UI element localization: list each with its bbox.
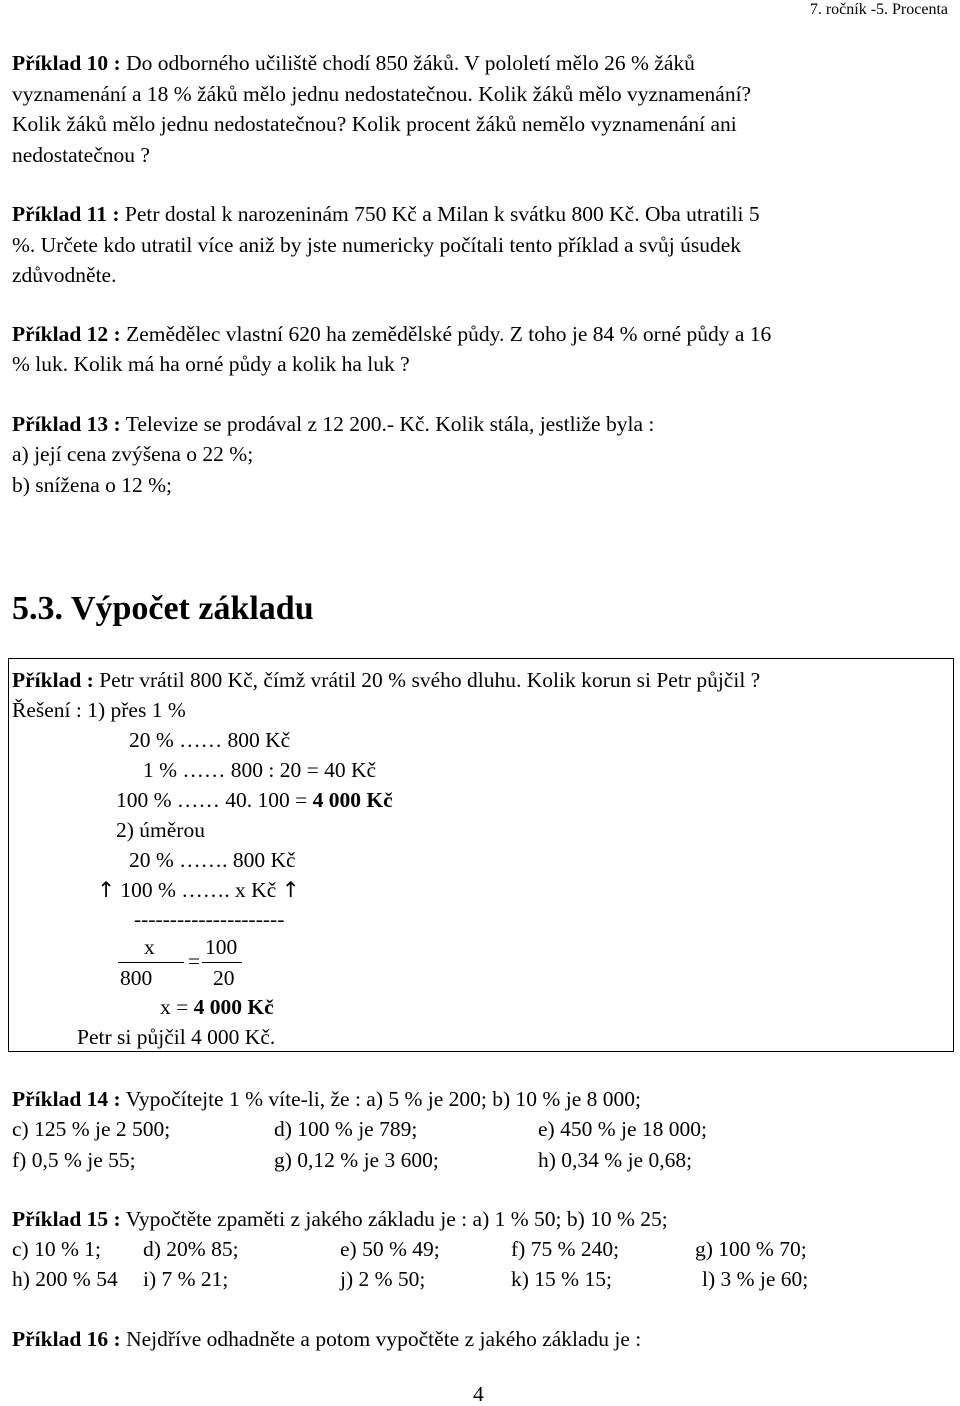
solution-row-3-text: 100 % …… 40. 100 = <box>116 788 313 812</box>
exercise-11-line-2: %. Určete kdo utratil více aniž by jste numericky počítali tento příklad a svůj úsudek <box>12 233 741 257</box>
exercise-10-text: Do odborného učiliště chodí 850 žáků. V pololetí mělo 26 % žáků <box>120 51 695 75</box>
solution-method-2: 2) úměrou <box>116 818 205 842</box>
exercise-10-line-1 <box>12 53 695 75</box>
exercise-10-line-3: Kolik žáků mělo jednu nedostatečnou? Kolik procent žáků nemělo vyznamenání ani <box>12 112 737 136</box>
exercise-15-item-h: h) 200 % 54 <box>12 1267 118 1291</box>
arrow-up-icon: ↑ <box>281 878 300 903</box>
exercise-15-line-1 <box>12 1209 668 1231</box>
exercise-12-text: Zemědělec vlastní 620 ha zemědělské půdy. Z toho je 84 % orné půdy a 16 <box>120 322 772 346</box>
fraction-right-numerator: 100 <box>205 935 238 959</box>
exercise-10-line-2: vyznamenání a 18 % žáků mělo jednu nedostatečnou. Kolik žáků mělo vyznamenání? <box>12 82 752 106</box>
page-number: 4 <box>473 1382 484 1406</box>
exercise-15-item-i: i) 7 % 21; <box>143 1267 229 1291</box>
exercise-11-label: Příklad 11 : <box>12 202 120 226</box>
result-value: 4 000 Kč <box>193 995 274 1019</box>
conclusion-line: Petr si půjčil 4 000 Kč. <box>77 1025 276 1049</box>
example-statement <box>12 670 760 692</box>
exercise-15-item-c: c) 10 % 1; <box>12 1237 101 1261</box>
exercise-13-part-a: a) její cena zvýšena o 22 %; <box>12 442 254 466</box>
fraction-left-numerator: x <box>144 935 155 959</box>
section-heading: 5.3. Výpočet základu <box>12 590 314 627</box>
exercise-15-item-k: k) 15 % 15; <box>511 1267 612 1291</box>
exercise-14-item-g: g) 0,12 % je 3 600; <box>274 1148 439 1172</box>
example-label: Příklad : <box>12 668 94 692</box>
exercise-14-item-h: h) 0,34 % je 0,68; <box>538 1148 693 1172</box>
dash-separator: --------------------- <box>134 907 285 931</box>
exercise-14-item-d: d) 100 % je 789; <box>274 1117 418 1141</box>
exercise-16-text: Nejdříve odhadněte a potom vypočtěte z jakého základu je : <box>120 1327 642 1351</box>
exercise-12-line-2: % luk. Kolik má ha orné půdy a kolik ha luk ? <box>12 352 410 376</box>
exercise-14-item-e: e) 450 % je 18 000; <box>538 1117 707 1141</box>
exercise-10-line-4: nedostatečnou ? <box>12 143 150 167</box>
solution-row-1: 20 % …… 800 Kč <box>129 728 291 752</box>
exercise-12-line-1 <box>12 324 771 346</box>
proportion-row-2 <box>97 880 300 902</box>
fraction-right-denominator: 20 <box>213 966 235 990</box>
exercise-15-item-d: d) 20% 85; <box>143 1237 239 1261</box>
exercise-10-label: Příklad 10 : <box>12 51 121 75</box>
exercise-16-line-1 <box>12 1329 641 1351</box>
exercise-12-label: Příklad 12 : <box>12 322 121 346</box>
header-note: 7. ročník -5. Procenta <box>809 1 948 18</box>
exercise-14-item-f: f) 0,5 % je 55; <box>12 1148 136 1172</box>
exercise-14-text: Vypočítejte 1 % víte-li, že : a) 5 % je 200; b) 10 % je 8 000; <box>120 1087 641 1111</box>
exercise-15-item-f: f) 75 % 240; <box>511 1237 620 1261</box>
exercise-15-item-j: j) 2 % 50; <box>340 1267 426 1291</box>
exercise-15-item-e: e) 50 % 49; <box>340 1237 440 1261</box>
fraction-equals-sign: = <box>188 949 201 973</box>
exercise-11-text: Petr dostal k narozeninám 750 Kč a Milan k svátku 800 Kč. Oba utratili 5 <box>119 202 760 226</box>
exercise-14-item-c: c) 125 % je 2 500; <box>12 1117 171 1141</box>
proportion-row-2-text: 100 % ……. x Kč <box>120 878 277 902</box>
exercise-13-line-1 <box>12 414 654 436</box>
solution-row-3-result: 4 000 Kč <box>312 788 393 812</box>
exercise-15-text: Vypočtěte zpaměti z jakého základu je : a) 1 % 50; b) 10 % 25; <box>120 1207 668 1231</box>
exercise-11-line-3: zdůvodněte. <box>12 263 117 287</box>
solution-row-3 <box>116 790 393 812</box>
result-text: x = <box>160 995 194 1019</box>
fraction-bar-left <box>118 962 184 963</box>
proportion-row-1: 20 % ……. 800 Kč <box>129 848 296 872</box>
exercise-14-label: Příklad 14 : <box>12 1087 121 1111</box>
exercise-13-label: Příklad 13 : <box>12 412 121 436</box>
fraction-bar-right <box>202 962 242 963</box>
example-text: Petr vrátil 800 Kč, čímž vrátil 20 % svého dluhu. Kolik korun si Petr půjčil ? <box>93 668 761 692</box>
solution-label: Řešení : 1) přes 1 % <box>12 698 186 722</box>
exercise-13-text: Televize se prodával z 12 200.- Kč. Kolik stála, jestliže byla : <box>120 412 655 436</box>
exercise-15-item-g: g) 100 % 70; <box>695 1237 807 1261</box>
result-line <box>160 997 274 1019</box>
exercise-11-line-1 <box>12 204 760 226</box>
exercise-15-item-l: l) 3 % je 60; <box>702 1267 809 1291</box>
exercise-14-line-1 <box>12 1089 641 1111</box>
exercise-13-part-b: b) snížena o 12 %; <box>12 473 173 497</box>
arrow-up-icon: ↑ <box>97 878 116 903</box>
exercise-15-label: Příklad 15 : <box>12 1207 121 1231</box>
exercise-16-label: Příklad 16 : <box>12 1327 121 1351</box>
solution-row-2: 1 % …… 800 : 20 = 40 Kč <box>143 758 377 782</box>
fraction-left-denominator: 800 <box>120 966 153 990</box>
